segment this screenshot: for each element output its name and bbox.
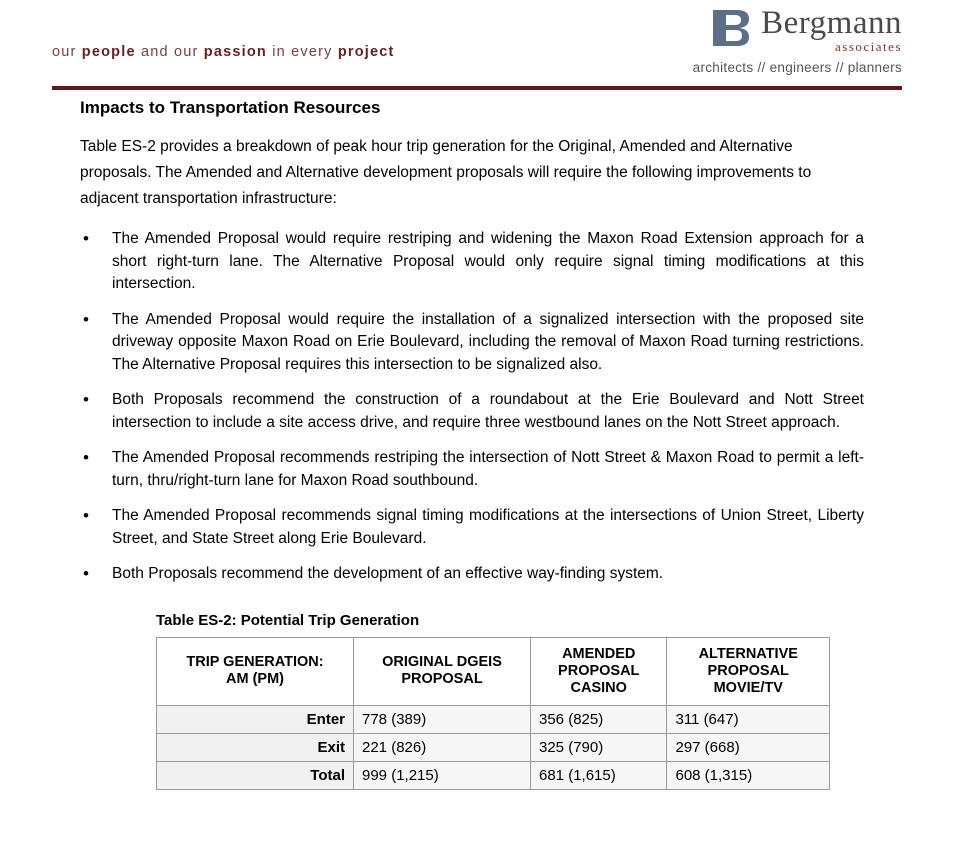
brand-logo (693, 6, 902, 75)
cell-enter-alternative: 311 (647) (667, 705, 830, 733)
intro-paragraph: Table ES-2 provides a breakdown of peak hour trip generation for the Original, Amended and Alternative proposals. The Amended and Alternative development proposals will require the following improvements to adjacent transportation infrastructure: (80, 138, 812, 207)
cell-total-amended: 681 (1,615) (531, 761, 667, 789)
table-column-header-amended: AMENDED PROPOSAL CASINO (531, 637, 667, 705)
bullet-icon: • (83, 229, 89, 248)
tagline-part-3: passion (203, 44, 267, 60)
page-header (0, 0, 954, 78)
table-row (157, 705, 830, 733)
table-header-row (157, 637, 830, 705)
cell-exit-alternative: 297 (668) (667, 733, 830, 761)
document-body (0, 98, 954, 790)
row-label-total: Total (157, 761, 354, 789)
table-body (157, 705, 830, 789)
cell-exit-amended: 325 (790) (531, 733, 667, 761)
list-item-text: Both Proposals recommend the development of an effective way-finding system. (112, 565, 664, 582)
cell-exit-original: 221 (826) (354, 733, 531, 761)
table-caption: Table ES-2: Potential Trip Generation (156, 611, 420, 629)
brand-name: Bergmann (761, 5, 902, 41)
bullet-icon: • (83, 309, 89, 329)
bergmann-logo-icon (709, 6, 753, 50)
row-label-exit: Exit (157, 733, 354, 761)
bullet-icon: • (83, 564, 89, 583)
list-item (80, 447, 864, 492)
tagline-part-1: people (81, 44, 136, 60)
list-item-text: The Amended Proposal would require the installation of a signalized intersection with the proposed site driveway opposite Maxon Road on Erie Boulevard, including the removal of Maxon Road turning restrictions. The Alternative Proposal requires this intersection to be signalized also. (112, 310, 864, 373)
table-column-header-alternative: ALTERNATIVE PROPOSAL MOVIE/TV (667, 637, 830, 705)
trip-generation-table (156, 637, 830, 790)
list-item-text: The Amended Proposal would require restriping and widening the Maxon Road Extension approach for a short right-turn lane. The Alternative Proposal would only require signal timing modifications at this intersection. (112, 230, 864, 292)
bullet-icon: • (83, 390, 89, 409)
cell-total-original: 999 (1,215) (354, 761, 531, 789)
table-column-header-original: ORIGINAL DGEIS PROPOSAL (354, 637, 531, 705)
cell-enter-amended: 356 (825) (531, 705, 667, 733)
list-item (80, 505, 864, 550)
company-tagline (52, 44, 395, 60)
list-item (80, 309, 864, 377)
tagline-part-2: and our (135, 44, 204, 60)
cell-enter-original: 778 (389) (354, 705, 531, 733)
tagline-part-5: project (337, 44, 395, 60)
list-item-text: Both Proposals recommend the construction of a roundabout at the Erie Boulevard and Nott Street intersection to include a site access drive, and require three westbound lanes on the Nott Street approach. (112, 391, 864, 431)
table-header (157, 637, 830, 705)
brand-disciplines: architects // engineers // planners (692, 60, 902, 75)
row-label-enter: Enter (157, 705, 354, 733)
page-title: Impacts to Transportation Resources (80, 98, 381, 117)
list-item (80, 228, 864, 296)
list-item (80, 389, 864, 434)
tagline-part-4: in every (266, 44, 338, 60)
bullet-icon: • (83, 448, 89, 467)
table-column-header-trip-generation: TRIP GENERATION: AM (PM) (157, 637, 354, 705)
list-item-text: The Amended Proposal recommends signal timing modifications at the intersections of Union Street, Liberty Street, and State Street along Erie Boulevard. (112, 507, 864, 547)
list-item (80, 563, 864, 586)
cell-total-alternative: 608 (1,315) (667, 761, 830, 789)
list-item-text: The Amended Proposal recommends restriping the intersection of Nott Street & Maxon Road to permit a left-turn, thru/right-turn lane for Maxon Road southbound. (112, 449, 864, 489)
table-row (157, 733, 830, 761)
brand-subname: associates (835, 39, 902, 54)
header-divider (52, 86, 902, 90)
improvements-list (80, 228, 864, 586)
bullet-icon: • (83, 506, 89, 525)
table-row (157, 761, 830, 789)
tagline-part-0: our (52, 44, 82, 60)
